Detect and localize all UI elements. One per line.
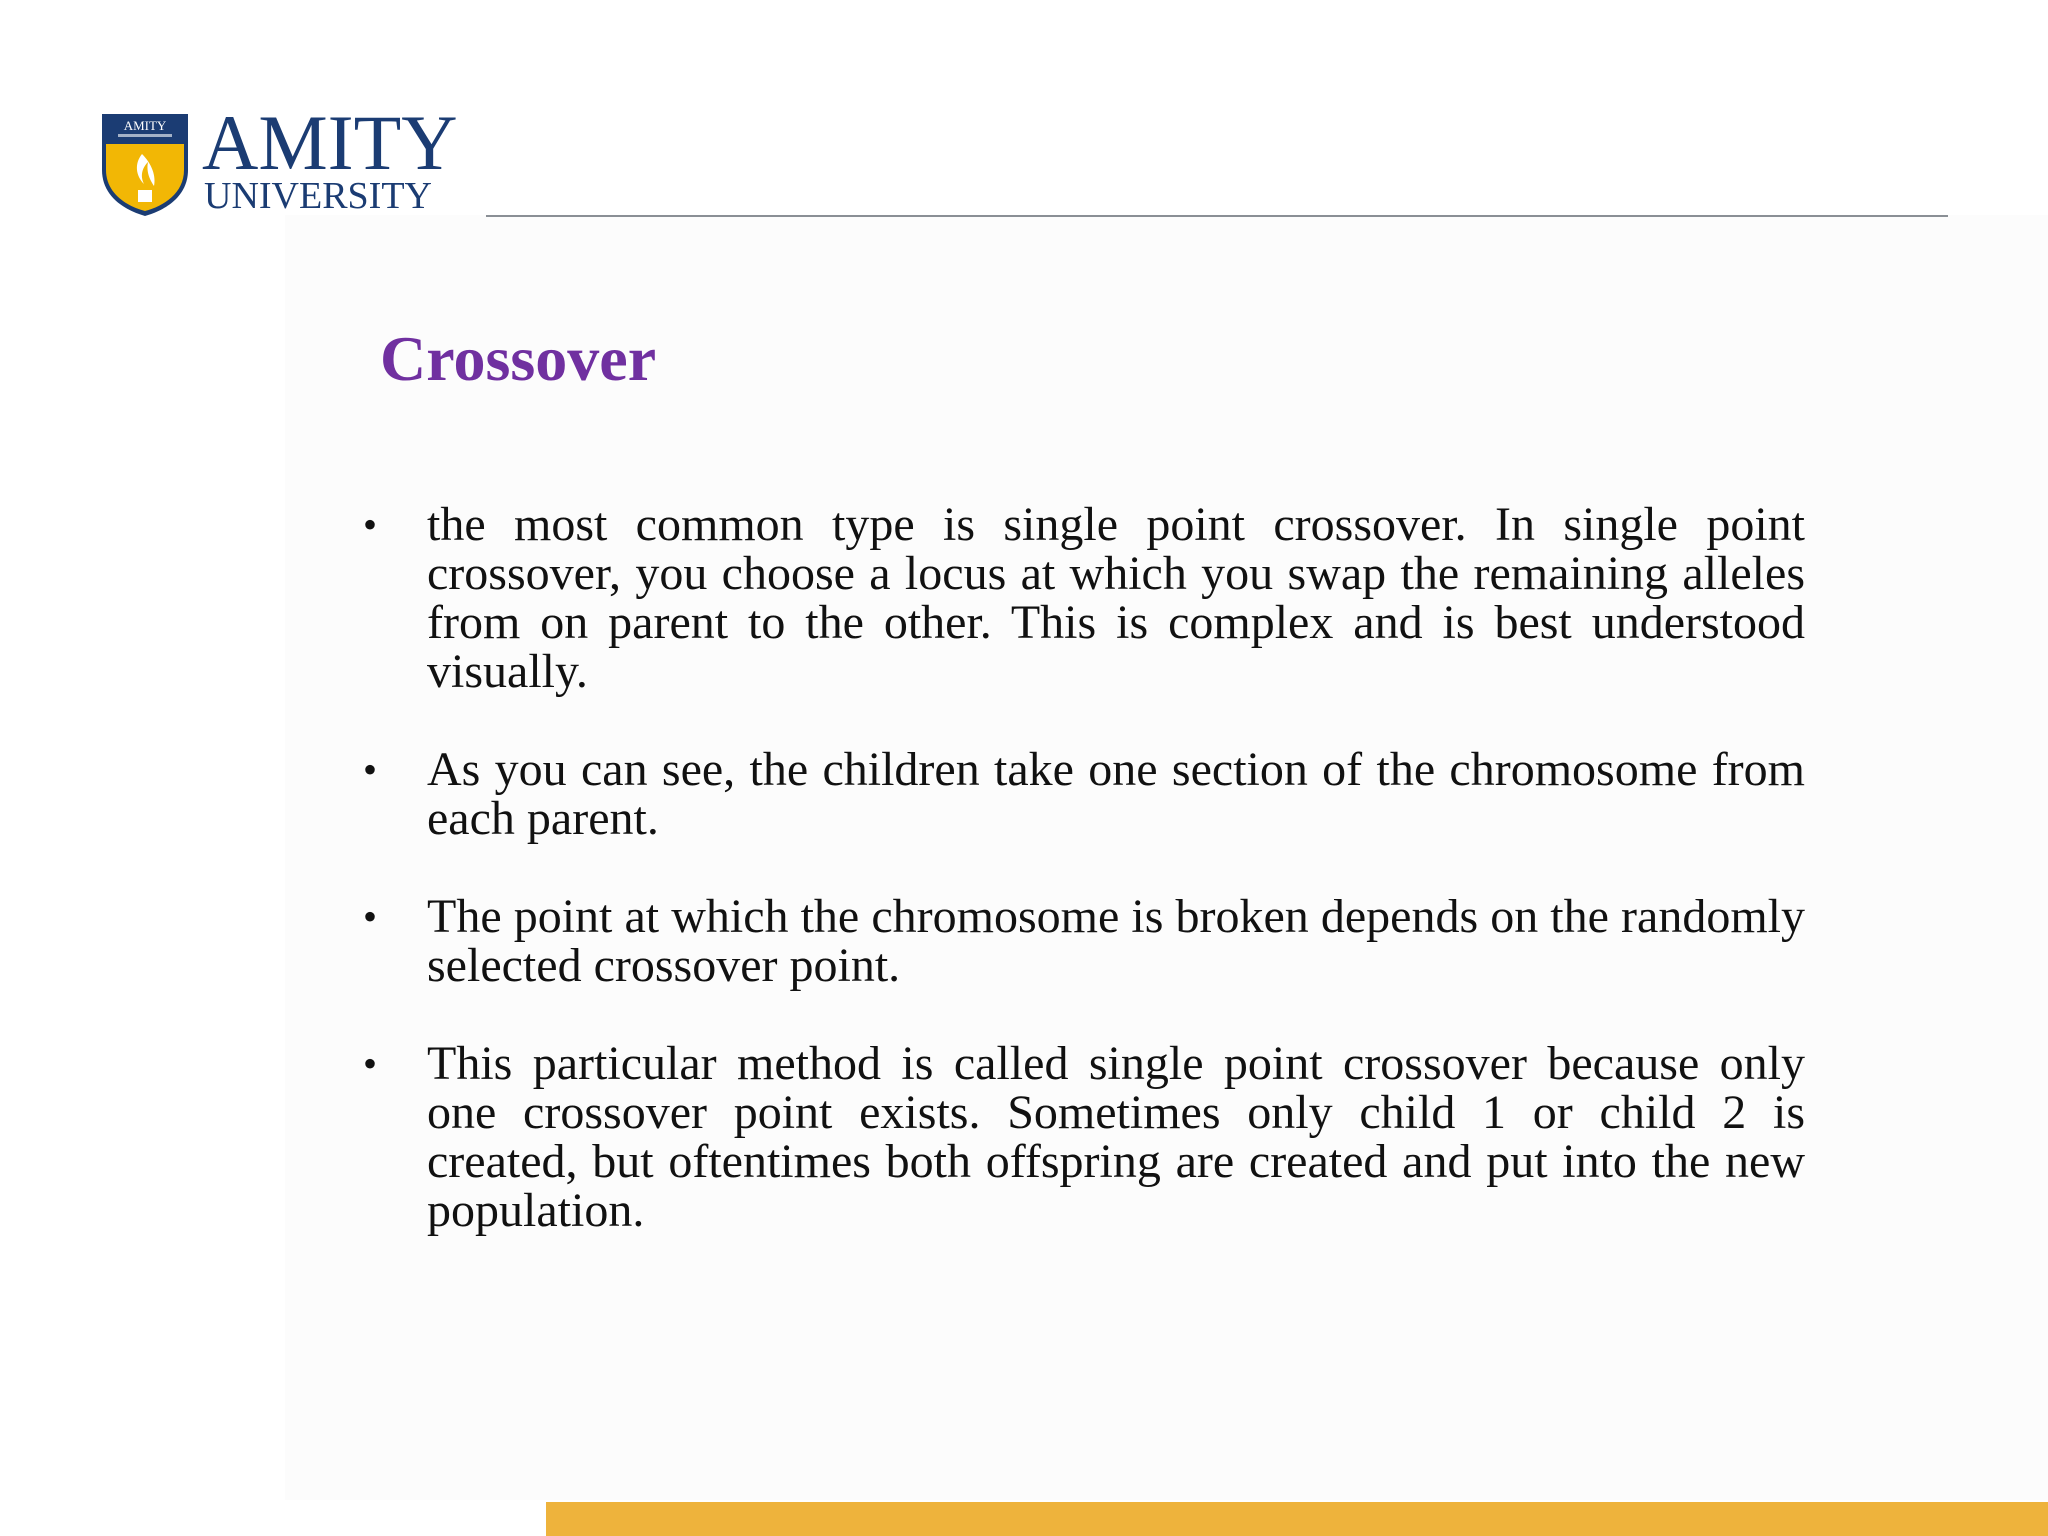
shield-icon <box>98 110 192 218</box>
bullet-item <box>355 892 1805 990</box>
bullet-icon: • <box>363 894 378 939</box>
bullet-text: This particular method is called single point crossover because only one crossover point exists. Sometimes only child 1 or child 2 is created, but oftentimes both offspring are created and put into the new population. <box>427 1037 1805 1237</box>
bullet-icon: • <box>363 747 378 792</box>
shield-label: AMITY <box>123 118 167 133</box>
logo-subtitle: UNIVERSITY <box>204 175 432 217</box>
slide-title: Crossover <box>380 323 657 394</box>
bullet-item <box>355 500 1805 696</box>
bullet-item <box>355 745 1805 843</box>
footer-accent-bar <box>546 1502 2048 1536</box>
bullet-text: As you can see, the children take one section of the chromosome from each parent. <box>427 743 1805 845</box>
bullet-text: The point at which the chromosome is broken depends on the randomly selected crossover point. <box>427 890 1805 992</box>
logo-wordmark: AMITY <box>202 99 458 186</box>
bullet-item <box>355 1039 1805 1235</box>
bullet-icon: • <box>363 1041 378 1086</box>
bullet-text: the most common type is single point crossover. In single point crossover, you choose a locus at which you swap the remaining alleles from on parent to the other. This is complex and is best understood visually. <box>427 498 1805 698</box>
bullet-list <box>355 500 1805 1235</box>
amity-university-logo <box>98 99 458 220</box>
header-divider <box>486 215 1948 217</box>
bullet-icon: • <box>363 502 378 547</box>
